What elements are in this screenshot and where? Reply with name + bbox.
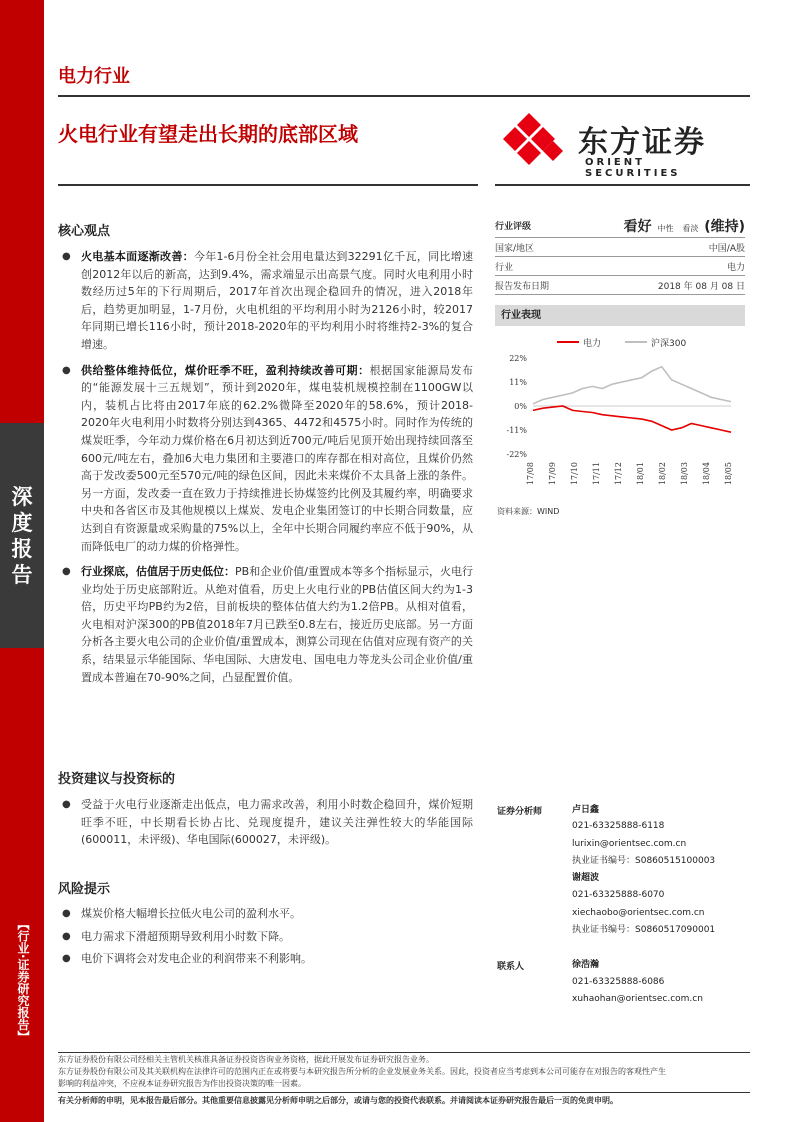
divider	[495, 184, 750, 186]
bullet-icon: ●	[62, 251, 71, 262]
rating-keep: (维持)	[704, 218, 745, 235]
analyst-cert: 执业证书编号：S0860515100003	[572, 856, 716, 866]
list-item	[58, 905, 473, 923]
series-line	[533, 406, 731, 432]
info-row	[495, 276, 745, 295]
analyst-phone: 021-63325888-6118	[572, 821, 665, 831]
analyst-phone: 021-63325888-6070	[572, 890, 665, 900]
bullet-icon: ●	[62, 908, 71, 919]
section-risk-heading: 风险提示	[58, 882, 111, 897]
info-key: 行业	[495, 262, 514, 273]
point-text: PB和企业价值/重置成本等多个指标显示，火电行业均处于历史底部附近。从绝对值看，历史上火电行业的PB估值区间大约为1-3倍，历史平均PB约为2倍，目前板块的整体估值大约为1.2倍PB。从相对值看，火电相对沪深300的PB值2018年7月已跌至0.8左右，接近历史底部。另一方面分析各主要火电公司的企业价值/重置成本，测算公司现在估值对应现有资产的关系，结果显示华能国际、华电国际、大唐发电、国电电力等龙头公司企业价值/重置成本普遍在70-90%之间，凸显配置价值。	[81, 565, 473, 684]
y-tick-label: 0%	[514, 402, 527, 411]
tab-char: 报	[11, 536, 33, 561]
logo-text-cn: 东方证券	[578, 125, 706, 160]
bullet-icon: ●	[62, 953, 71, 965]
series-line	[533, 367, 731, 404]
divider	[58, 184, 478, 186]
rating-values	[624, 216, 745, 236]
x-tick-label: 18/05	[724, 462, 733, 486]
bullet-icon: ●	[62, 364, 71, 376]
performance-chart	[495, 330, 745, 505]
info-value: 2018 年 08 月 08 日	[657, 281, 745, 292]
bullet-icon: ●	[62, 799, 71, 810]
side-vertical-label: 【行业·证券研究报告】	[16, 918, 30, 1043]
performance-heading: 行业表现	[495, 305, 745, 326]
point-text: 今年1-6月份全社会用电量达到32291亿千瓦，同比增速创2012年以后的新高，达到9.4%，需求端显示出高景气度。同时火电利用小时数经历过5年的下行周期后，2017年首次出现企稳回升的情况，进入2018年后，趋势更加明显，1-7月份，火电机组的平均利用小时为2126小时，较2017年同期已增长116小时，预计2018-2020年的平均利用小时将维持2-3%的复合增速。	[81, 250, 473, 351]
x-tick-label: 18/02	[658, 462, 667, 486]
y-tick-label: 22%	[509, 354, 527, 363]
x-tick-label: 18/04	[702, 462, 711, 486]
company-logo	[503, 113, 743, 179]
info-row	[495, 238, 745, 257]
list-item	[58, 950, 473, 968]
legend-label: 电力	[583, 339, 602, 349]
divider	[58, 95, 750, 97]
section-invest-heading: 投资建议与投资标的	[58, 772, 176, 787]
list-item	[58, 248, 473, 354]
x-tick-label: 17/11	[592, 462, 601, 486]
rating-main: 看好	[623, 218, 652, 235]
x-tick-label: 18/03	[680, 462, 689, 486]
info-row	[495, 257, 745, 276]
y-tick-label: -11%	[506, 426, 527, 435]
bullet-icon: ●	[62, 566, 71, 578]
disclaimer-line: 东方证券股份有限公司及其关联机构在法律许可的范围内正在或将要与本研究报告所分析的企业发展业务关系。因此，投资者应当考虑到本公司可能存在对报告的客观性产生	[58, 1067, 666, 1076]
logo-mark-icon	[503, 113, 567, 173]
analyst-label: 证券分析师	[497, 807, 543, 817]
disclaimer-line: 影响的利益冲突，不应视本证券研究报告为作出投资决策的唯一因素。	[58, 1079, 306, 1088]
report-type-tab	[0, 423, 44, 648]
point-text: 电价下调将会对发电企业的利润带来不利影响。	[81, 952, 312, 966]
bullet-icon: ●	[62, 930, 71, 942]
list-item	[58, 928, 473, 946]
info-key: 国家/地区	[495, 243, 535, 254]
point-text: 受益于火电行业逐渐走出低点，电力需求改善，利用小时数企稳回升，煤价短期旺季不旺，中长期看长协占比、兑现度提升，建议关注弹性较大的华能国际(600011，未评级)、华电国际(600027，未评级)。	[81, 798, 473, 847]
analyst-cert: 执业证书编号：S0860517090001	[572, 925, 716, 935]
point-text: 煤炭价格大幅增长拉低火电公司的盈利水平。	[81, 907, 301, 920]
point-heading: 火电基本面逐渐改善：	[81, 250, 194, 263]
point-text: 电力需求下滑超预期导致利用小时数下降。	[81, 929, 290, 943]
rating-table	[495, 214, 745, 295]
x-tick-label: 17/08	[526, 462, 535, 486]
x-tick-label: 17/12	[614, 462, 623, 486]
disclaimer-line: 东方证券股份有限公司经相关主管机关核准具备证券投资咨询业务资格，据此开展发布证券研究报告业务。	[58, 1055, 434, 1064]
section-core-heading: 核心观点	[58, 224, 111, 239]
x-tick-label: 17/09	[548, 462, 557, 486]
y-tick-label: -22%	[506, 450, 527, 459]
info-value: 中国/A股	[708, 243, 745, 254]
x-tick-label: 17/10	[570, 462, 579, 486]
tab-char: 深	[11, 484, 33, 509]
analyst-email: xiechaobo@orientsec.com.cn	[572, 908, 705, 918]
point-heading: 行业探底，估值居于历史低位：	[81, 565, 236, 579]
industry-title: 电力行业	[58, 66, 130, 87]
disclaimer-line: 有关分析师的申明，见本报告最后部分。其他重要信息披露见分析师申明之后部分，或请与您的投资代表联系。并请阅读本证券研究报告最后一页的免责申明。	[58, 1096, 618, 1105]
divider	[58, 1092, 750, 1093]
point-heading: 供给整体维持低位，煤价旺季不旺，盈利持续改善可期：	[81, 363, 370, 377]
contact-label: 联系人	[497, 962, 525, 972]
contact-phone: 021-63325888-6086	[572, 977, 665, 987]
tab-char: 告	[11, 562, 33, 587]
rating-label: 行业评级	[495, 222, 532, 232]
analyst-name: 卢日鑫	[572, 805, 600, 815]
y-tick-label: 11%	[509, 378, 527, 387]
legend-label: 沪深300	[651, 339, 687, 349]
invest-points	[58, 796, 473, 857]
analyst-name: 谢超波	[572, 873, 600, 883]
info-value: 电力	[726, 262, 745, 273]
list-item	[58, 796, 473, 849]
chart-source: 资料来源：WIND	[497, 507, 560, 516]
contact-name: 徐浩瀚	[572, 960, 600, 970]
rating-bearish: 看淡	[682, 223, 699, 233]
logo-text-en: ORIENT SECURITIES	[585, 157, 681, 179]
info-key: 报告发布日期	[495, 281, 550, 292]
divider	[58, 1052, 750, 1053]
rating-row	[495, 214, 745, 238]
x-tick-label: 18/01	[636, 462, 645, 486]
list-item	[58, 563, 473, 686]
analyst-email: lurixin@orientsec.com.cn	[572, 839, 687, 849]
contact-email: xuhaohan@orientsec.com.cn	[572, 994, 703, 1004]
list-item	[58, 362, 473, 556]
point-text: 根据国家能源局发布的“能源发展十三五规划”，预计到2020年，煤电装机规模控制在1100GW以内，装机占比将由2017年底的62.2%微降至2020年的58.6%，预计2018-2020年火电利用小时数将分别达到4365、4472和4575小时。同时作为传统的煤炭旺季，今年动力煤价格在6月初达到近700元/吨后见顶开始出现持续回落至600元/吨左右，叠加6大电力集团和主要港口的库存都在相对高位，且煤价仍然高于发改委500元至570元/吨的绿色区间，因此未来煤价不太具备上涨的条件。另一方面，发改委一直在致力于持续推进长协煤签约比例及其履约率，明确要求中央和各省区市及其他规模以上煤炭、发电企业集团签订的中长期合同数量，应达到自有资源量或采购量的75%以上，全年中长期合同履约率应不低于90%，从而降低电厂的动力煤的价格弹性。	[81, 363, 474, 553]
core-points	[58, 248, 473, 694]
tab-char: 度	[11, 510, 33, 535]
rating-neutral: 中性	[657, 223, 674, 233]
risk-points	[58, 905, 473, 973]
report-title: 火电行业有望走出长期的底部区域	[58, 122, 358, 146]
